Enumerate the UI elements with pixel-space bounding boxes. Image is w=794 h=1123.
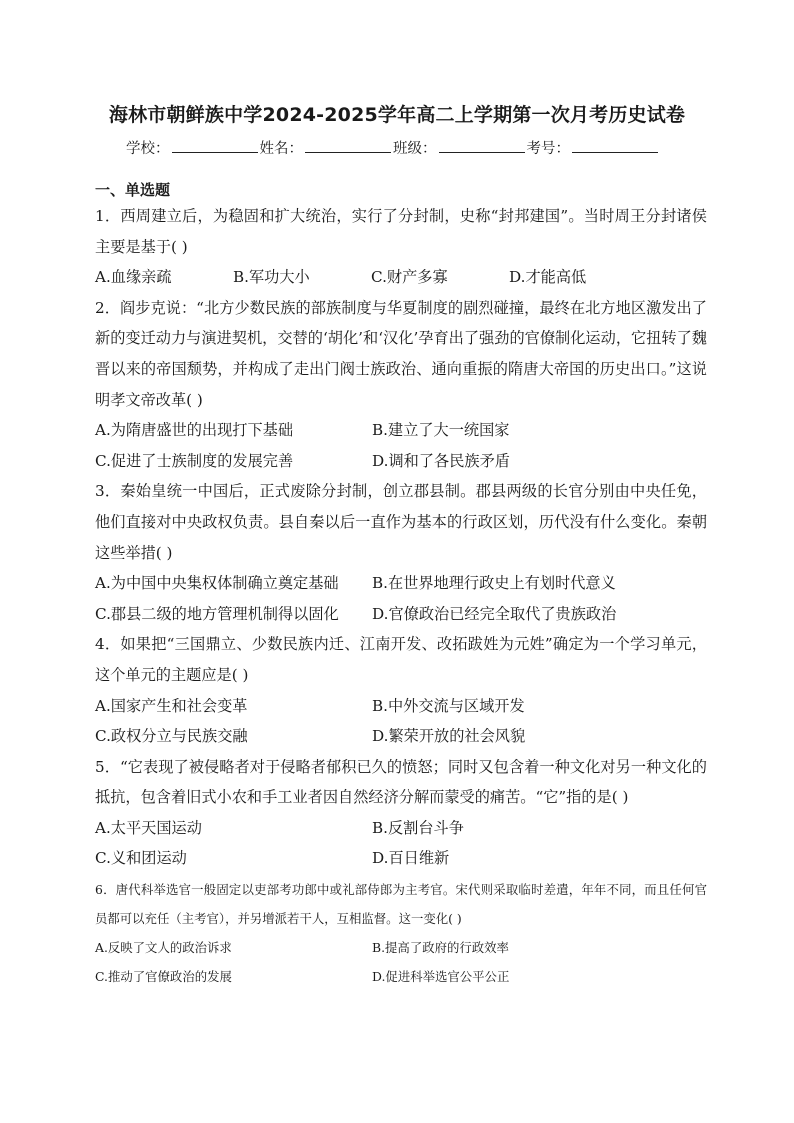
question-3-options-cd — [95, 599, 707, 630]
number-blank — [572, 138, 658, 153]
question-3-options-ab — [95, 568, 707, 599]
question-4-options-cd — [95, 721, 707, 752]
q1-option-b: B.军功大小 — [233, 268, 310, 287]
question-6-options-cd — [95, 962, 707, 991]
name-label: 姓名： — [259, 141, 303, 157]
exam-content — [95, 179, 707, 991]
student-info-row — [126, 137, 660, 158]
question-2-options-cd — [95, 446, 707, 477]
exam-title: 海林市朝鲜族中学2024-2025学年高二上学期第一次月考历史试卷 — [108, 104, 686, 126]
question-6-stem: 6．唐代科举选官一般固定以吏部考功郎中或礼部侍郎为主考官。宋代则采取临时差遣，年年不同，而且任何官员都可以充任（主考官），并另增派若干人，互相监督。这一变化( ) — [95, 882, 707, 927]
q2-option-b: B.建立了大一统国家 — [372, 421, 510, 440]
q4-option-c: C.政权分立与民族交融 — [95, 727, 248, 746]
number-label: 考号： — [526, 141, 570, 157]
q2-option-c: C.促进了士族制度的发展完善 — [95, 451, 294, 470]
q4-option-d: D.繁荣开放的社会风貌 — [372, 727, 526, 746]
question-5-stem: 5．“它表现了被侵略者对于侵略者郁积已久的愤怒；同时又包含着一种文化对另一种文化的抵抗，包含着旧式小农和手工业者因自然经济分解而蒙受的痛苦。“它”指的是( ) — [95, 757, 707, 807]
question-5-options-ab — [95, 813, 707, 844]
question-2-options-ab — [95, 415, 707, 446]
q1-option-c: C.财产多寡 — [371, 268, 448, 287]
school-label: 学校： — [126, 141, 170, 157]
question-1-options — [95, 262, 707, 293]
q6-option-d: D.促进科举选官公平公正 — [372, 969, 510, 985]
q2-option-a: A.为隋唐盛世的出现打下基础 — [95, 421, 294, 440]
q6-option-b: B.提高了政府的行政效率 — [372, 940, 509, 956]
question-2-stem: 2．阎步克说：“北方少数民族的部族制度与华夏制度的剧烈碰撞，最终在北方地区激发出了新的变迁动力与演进契机，交替的‘胡化’和‘汉化’孕育出了强劲的官僚制化运动，它扭转了魏晋以来的帝国颓势，并构成了走出门阀士族政治、通向重振的隋唐大帝国的历史出口。”这说明孝文帝改革( ) — [95, 298, 707, 409]
question-1-stem: 1．西周建立后，为稳固和扩大统治，实行了分封制，史称“封邦建国”。当时周王分封诸侯主要是基于( ) — [95, 207, 707, 256]
question-3-stem: 3．秦始皇统一中国后，正式废除分封制，创立郡县制。郡县两级的长官分别由中央任免，他们直接对中央政权负责。县自秦以后一直作为基本的行政区划，历代没有什么变化。秦朝这些举措( ) — [95, 482, 707, 562]
q4-option-b: B.中外交流与区域开发 — [372, 696, 525, 715]
question-4-options-ab — [95, 691, 707, 722]
class-blank — [439, 138, 525, 153]
q5-option-b: B.反割台斗争 — [372, 818, 464, 837]
q2-option-d: D.调和了各民族矛盾 — [372, 451, 510, 470]
q5-option-a: A.太平天国运动 — [95, 818, 202, 837]
q3-option-a: A.为中国中央集权体制确立奠定基础 — [95, 574, 339, 593]
school-blank — [172, 138, 258, 153]
question-5-options-cd — [95, 843, 707, 874]
q3-option-d: D.官僚政治已经完全取代了贵族政治 — [372, 604, 617, 623]
q6-option-a: A.反映了文人的政治诉求 — [95, 940, 232, 956]
name-blank — [305, 138, 391, 153]
q4-option-a: A.国家产生和社会变革 — [95, 696, 248, 715]
question-4-stem: 4．如果把“三国鼎立、少数民族内迁、江南开发、改拓跋姓为元姓”确定为一个学习单元，这个单元的主题应是( ) — [95, 635, 707, 684]
q1-option-a: A.血缘亲疏 — [95, 268, 172, 287]
q1-option-d: D.才能高低 — [509, 268, 587, 287]
q5-option-c: C.义和团运动 — [95, 849, 187, 868]
q5-option-d: D.百日维新 — [372, 849, 450, 868]
class-label: 班级： — [393, 141, 437, 157]
q3-option-c: C.郡县二级的地方管理机制得以固化 — [95, 604, 339, 623]
question-6-options-ab — [95, 933, 707, 962]
q3-option-b: B.在世界地理行政史上有划时代意义 — [372, 574, 616, 593]
q6-option-c: C.推动了官僚政治的发展 — [95, 969, 232, 985]
section-heading: 一、单选题 — [95, 181, 171, 199]
